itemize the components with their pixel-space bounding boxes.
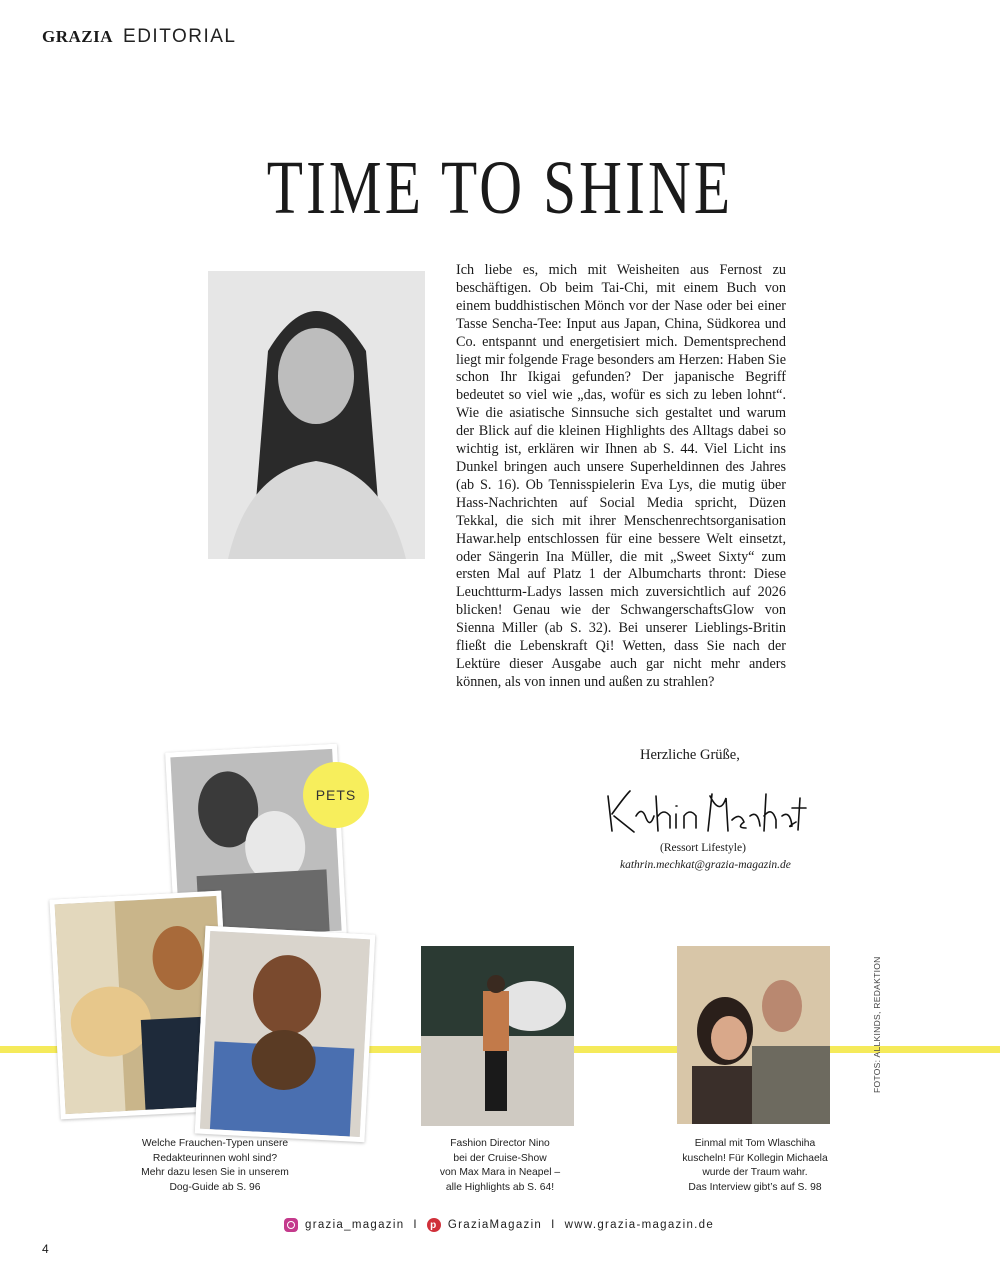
page-title: TIME TO SHINE (266, 146, 734, 230)
editor-email[interactable]: kathrin.mechkat@grazia-magazin.de (620, 859, 791, 871)
tom-caption (660, 1137, 850, 1195)
page-header (42, 26, 236, 48)
nino-caption-line: Fashion Director Nino (450, 1138, 550, 1149)
tom-caption-line: kuscheln! Für Kollegin Michaela (682, 1152, 828, 1164)
website-link[interactable]: www.grazia-magazin.de (564, 1219, 715, 1231)
pets-caption (130, 1137, 300, 1195)
handwritten-signature (600, 776, 810, 846)
editorial-body-text: Ich liebe es, mich mit Weisheiten aus Fernost zu beschäftigen. Ob beim Tai-Chi, mit einem Buch von einem buddhistischen Mönch vor der Nase oder bei einer Tasse Sencha-Tee: Input aus Japan, China, Südkorea und Co. entspannt und energetisiert mich. Dementsprechend liegt mir folgende Frage besonders am Herzen: Haben Sie schon Ihr Ikigai gefunden? Der japanische Begriff bedeutet so viel wie „das, wofür es sich zu leben lohnt“. Wie die asiatische Sinnsuche sich gestaltet und warum der Blick auf die kleinen Highlights des Alltags dabei so wichtig ist, erklären wir Ihnen ab S. 44. Viel Licht ins Dunkel bringen auch unsere Superheldinnen des Jahres (ab S. 16). Ob Tennisspielerin Eva Lys, die mutig über Hass-Nachrichten auf Social Media spricht, Düzen Tekkal, die sich mit ihrer Menschenrechtsorganisation Hawar.help entschlossen für eine bessere Welt einsetzt, oder Sängerin Ina Müller, die mit „Sweet Sixty“ zum ersten Mal auf Platz 1 der Albumcharts thront: Diese Leuchtturm-Ladys lassen mich zuversichtlich auf 2026 blicken! Genau wie der SchwangerschaftsGlow von Sienna Miller (ab S. 32). Bei unserer Lieblings-Britin fließt die Lebenskraft Qi! Wetten, dass Sie nach der Lektüre dieser Ausgabe auch gar nicht mehr anders können, als von innen und außen zu strahlen? (456, 262, 786, 690)
footer-separator: I (413, 1219, 418, 1231)
social-footer (284, 1218, 714, 1232)
tom-caption-line: Das Interview gibt’s auf S. 98 (688, 1181, 822, 1193)
tom-wlaschiha-photo (677, 946, 830, 1124)
pinterest-handle[interactable]: GraziaMagazin (447, 1219, 543, 1231)
pets-badge: PETS (303, 762, 369, 828)
editor-portrait-photo (208, 271, 425, 559)
instagram-icon[interactable] (284, 1218, 298, 1232)
nino-caption-line: von Max Mara in Neapel – (439, 1167, 561, 1178)
tom-caption-line: wurde der Traum wahr. (702, 1167, 808, 1178)
nino-cruise-show-photo (421, 946, 574, 1126)
section-label: EDITORIAL (123, 26, 237, 47)
brand-logo: GRAZIA (42, 27, 114, 46)
nino-caption-line: bei der Cruise-Show (453, 1152, 547, 1164)
pets-caption-line: Mehr dazu lesen Sie in unserem (141, 1167, 289, 1178)
pets-photo-puppy (195, 926, 376, 1143)
pets-caption-line: Dog-Guide ab S. 96 (169, 1181, 261, 1193)
tom-caption-line: Einmal mit Tom Wlaschiha (694, 1138, 816, 1149)
nino-caption-line: alle Highlights ab S. 64! (445, 1181, 555, 1193)
instagram-handle[interactable]: grazia_magazin (305, 1219, 405, 1231)
nino-caption (420, 1137, 580, 1195)
photo-credits: FOTOS: ALLKINDS, REDAKTION (872, 956, 882, 1093)
pets-caption-line: Welche Frauchen-Typen unsere (141, 1138, 289, 1149)
page-number: 4 (42, 1242, 49, 1256)
footer-separator: I (551, 1219, 556, 1231)
pets-caption-line: Redakteurinnen wohl sind? (152, 1152, 278, 1164)
editor-role: (Ressort Lifestyle) (660, 842, 746, 854)
greeting: Herzliche Grüße, (640, 747, 740, 763)
pinterest-icon[interactable]: p (427, 1218, 441, 1232)
